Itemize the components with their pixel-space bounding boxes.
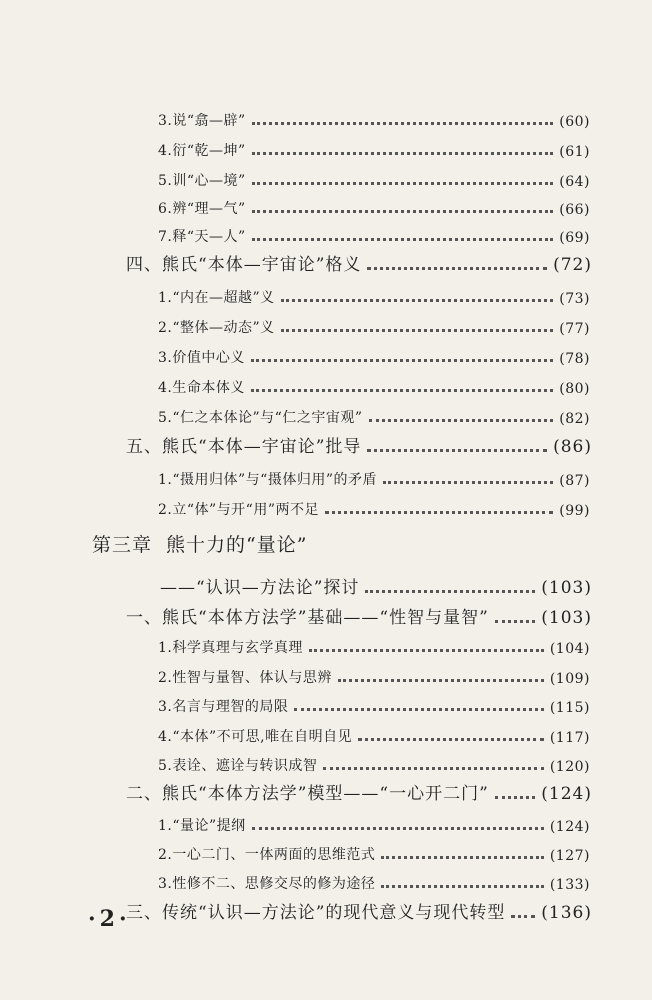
toc-entry-text: 3.名言与理智的局限 xyxy=(158,699,289,715)
toc-entry xyxy=(158,863,590,893)
toc-entry-text: 2.“整体—动态”义 xyxy=(158,320,275,336)
toc-entry-page: (117) xyxy=(549,730,590,746)
toc-entry-page: (136) xyxy=(541,903,592,923)
toc-leader-dots xyxy=(252,182,554,185)
toc-leader-dots xyxy=(323,767,543,770)
toc-entry-text: 二、熊氏“本体方法学”模型——“一心开二门” xyxy=(126,784,489,804)
toc-entry xyxy=(158,489,590,519)
toc-leader-dots xyxy=(369,419,554,422)
toc-leader-dots xyxy=(367,449,547,452)
toc-leader-dots xyxy=(495,796,536,799)
toc-leader-dots xyxy=(252,827,544,830)
toc-entry-page: (61) xyxy=(559,144,590,160)
toc-entry-text: 2.性智与量智、体认与思辨 xyxy=(158,670,332,686)
toc-leader-dots xyxy=(281,299,554,302)
toc-section xyxy=(126,893,592,923)
toc-entry-text: 5.“仁之本体论”与“仁之宇宙观” xyxy=(158,410,363,426)
toc-entry-page: (69) xyxy=(559,230,590,246)
toc-entry-text: 1.“量论”提纲 xyxy=(158,818,246,834)
toc-entry-page: (80) xyxy=(559,381,590,397)
toc-entry xyxy=(158,627,590,657)
toc-entry-page: (73) xyxy=(559,291,590,307)
toc-entry-text: 1.科学真理与玄学真理 xyxy=(158,640,303,656)
toc-entry-page: (127) xyxy=(549,848,590,864)
toc-entry-text: 一、熊氏“本体方法学”基础——“性智与量智” xyxy=(126,608,489,628)
toc-entry-text: 4.衍“乾—坤” xyxy=(158,143,246,159)
toc-entry xyxy=(158,160,590,190)
toc-entry-text: 五、熊氏“本体—宇宙论”批导 xyxy=(126,437,362,457)
toc-entry-page: (77) xyxy=(559,321,590,337)
toc-entry-page: (115) xyxy=(549,700,590,716)
toc-section xyxy=(126,245,592,275)
toc-entry xyxy=(158,367,590,397)
toc-entry xyxy=(158,834,590,864)
toc-entry-page: (104) xyxy=(549,641,590,657)
toc-entry-text: 1.“内在—超越”义 xyxy=(158,290,275,306)
toc-entry xyxy=(158,100,590,130)
toc-entry-text: 3.性修不二、思修交尽的修为途径 xyxy=(158,876,376,892)
toc-entry-page: (64) xyxy=(559,174,590,190)
toc-entry xyxy=(158,745,590,775)
toc-leader-dots xyxy=(252,152,554,155)
toc-entry-page: (103) xyxy=(541,578,592,598)
toc-entry-text: 4.“本体”不可思,唯在自明自见 xyxy=(158,729,353,745)
toc-entry-page: (120) xyxy=(549,759,590,775)
toc-entry-page: (103) xyxy=(541,608,592,628)
chapter-number: 第三章 xyxy=(92,534,153,556)
toc-entry-page: (82) xyxy=(559,411,590,427)
toc-entry-text: ——“认识—方法论”探讨 xyxy=(160,578,360,598)
toc-leader-dots xyxy=(338,679,544,682)
toc-section xyxy=(126,427,592,457)
toc-entry-page: (109) xyxy=(549,671,590,687)
toc-entry-text: 5.表诠、遮诠与转识成智 xyxy=(158,758,318,774)
toc-entry xyxy=(158,657,590,687)
toc-entry xyxy=(158,716,590,746)
chapter-subtitle xyxy=(160,568,592,598)
toc-entry-text: 3.说“翕—辟” xyxy=(158,113,246,129)
toc-leader-dots xyxy=(252,238,554,241)
toc-entry-text: 6.辨“理—气” xyxy=(158,201,246,217)
toc-leader-dots xyxy=(358,738,544,741)
toc-entry xyxy=(158,130,590,160)
toc-entry xyxy=(158,216,590,246)
page-number: ·2· xyxy=(88,906,131,932)
toc-entry xyxy=(158,459,590,489)
toc-leader-dots xyxy=(252,210,554,213)
toc-entry-page: (72) xyxy=(553,255,592,275)
toc-entry-page: (78) xyxy=(559,351,590,367)
toc-entry-page: (99) xyxy=(559,503,590,519)
toc-entry-page: (87) xyxy=(559,473,590,489)
toc-entry-text: 5.训“心—境” xyxy=(158,173,246,189)
toc-entry-text: 2.立“体”与开“用”两不足 xyxy=(158,502,319,518)
toc-leader-dots xyxy=(367,267,547,270)
toc-leader-dots xyxy=(511,915,535,918)
toc-entry-page: (133) xyxy=(549,877,590,893)
toc-entry-text: 四、熊氏“本体—宇宙论”格义 xyxy=(126,255,362,275)
toc-leader-dots xyxy=(381,885,543,888)
toc-entry xyxy=(158,188,590,218)
toc-entry-text: 7.释“天—人” xyxy=(158,229,246,245)
toc-leader-dots xyxy=(252,122,554,125)
toc-leader-dots xyxy=(294,708,543,711)
toc-section xyxy=(126,598,592,628)
toc-leader-dots xyxy=(281,329,554,332)
toc-leader-dots xyxy=(495,620,536,623)
toc-entry xyxy=(158,686,590,716)
toc-entry xyxy=(158,397,590,427)
toc-leader-dots xyxy=(365,590,535,593)
toc-entry-page: (124) xyxy=(549,819,590,835)
toc-section xyxy=(126,774,592,804)
chapter-title: 熊十力的“量论” xyxy=(166,534,308,556)
toc-entry-text: 4.生命本体义 xyxy=(158,380,245,396)
toc-entry-text: 三、传统“认识—方法论”的现代意义与现代转型 xyxy=(126,903,506,923)
toc-leader-dots xyxy=(381,856,543,859)
toc-leader-dots xyxy=(383,481,553,484)
toc-entry-text: 3.价值中心义 xyxy=(158,350,245,366)
toc-entry-page: (66) xyxy=(559,202,590,218)
toc-entry xyxy=(158,307,590,337)
toc-entry-text: 1.“摄用归体”与“摄体归用”的矛盾 xyxy=(158,472,377,488)
toc-entry xyxy=(158,805,590,835)
toc-entry xyxy=(158,277,590,307)
toc-leader-dots xyxy=(251,389,553,392)
toc-entry-page: (86) xyxy=(553,437,592,457)
toc-entry-page: (60) xyxy=(559,114,590,130)
toc-entry-page: (124) xyxy=(541,784,592,804)
toc-leader-dots xyxy=(309,649,544,652)
toc-entry xyxy=(158,337,590,367)
toc-leader-dots xyxy=(251,359,553,362)
toc-entry-text: 2.一心二门、一体两面的思维范式 xyxy=(158,847,376,863)
toc-leader-dots xyxy=(325,511,553,514)
chapter-heading xyxy=(92,530,307,557)
